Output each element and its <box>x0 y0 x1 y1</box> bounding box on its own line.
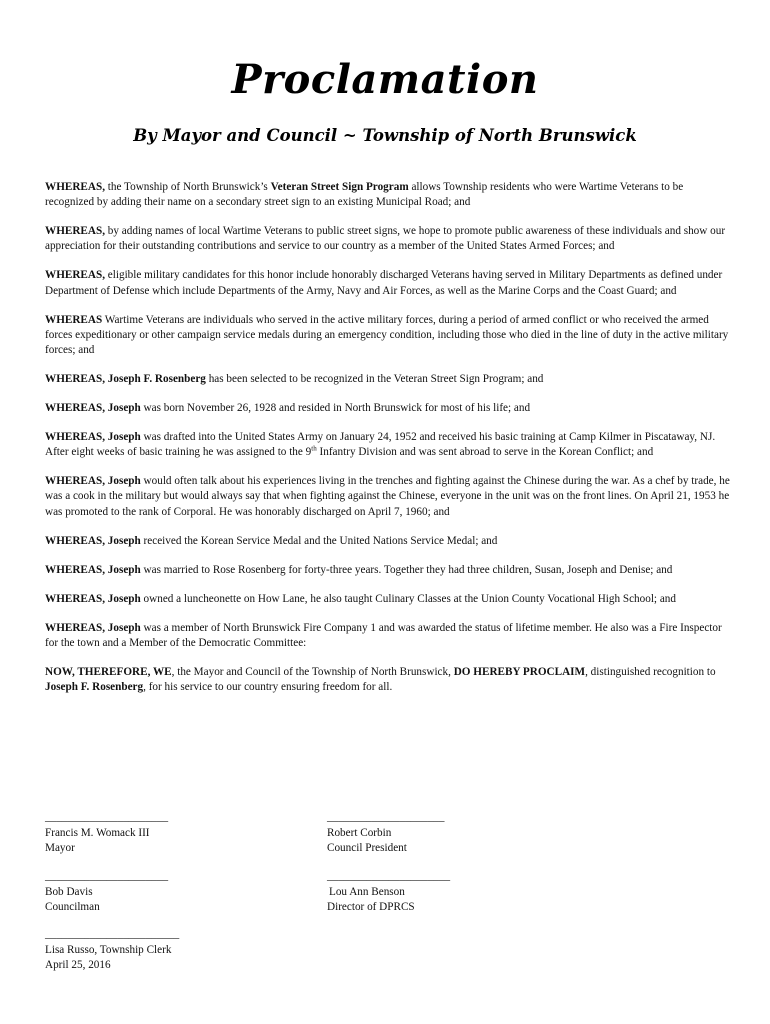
bold-text: WHEREAS, Joseph <box>45 621 141 634</box>
bold-text: Joseph F. Rosenberg <box>45 681 144 694</box>
signer-title: Director of DPRCS <box>327 901 415 913</box>
text-run: received the Korean Service Medal and the United Nations Service Medal; and <box>140 534 498 547</box>
text-run: owned a luncheonette on How Lane, he also taught Culinary Classes at the Union County Vocational High School; and <box>140 592 676 605</box>
bold-text: WHEREAS <box>45 313 103 326</box>
text-run: has been selected to be recognized in the Veteran Street Sign Program; and <box>205 373 544 386</box>
whereas-paragraph <box>45 430 730 460</box>
whereas-paragraph <box>45 534 730 549</box>
text-run: allows Township residents who were Wartime Veterans to be recognized by adding their name on a secondary street sign to an existing Municipal Road; and <box>45 181 684 209</box>
signature-block-councilman <box>45 869 168 916</box>
signer-title: Councilman <box>45 901 100 913</box>
bold-text: WHEREAS, Joseph <box>45 563 141 576</box>
bold-text: WHEREAS, Joseph <box>45 592 141 605</box>
signer-name: Lisa Russo, Township Clerk <box>45 943 172 956</box>
ordinal-suffix: th <box>311 444 317 453</box>
whereas-paragraph <box>45 224 730 254</box>
bold-text: Veteran Street Sign Program <box>270 181 409 193</box>
bold-text: DO HEREBY PROCLAIM <box>453 665 586 678</box>
text-run: by adding names of local Wartime Veterans to public street signs, we hope to promote public awareness of these individuals and show our appreciation for their outstanding contributions and service to our country as a member of the United States Armed Forces; and <box>45 225 726 253</box>
whereas-paragraph <box>45 621 730 651</box>
signer-title: Mayor <box>45 842 75 854</box>
signature-date: April 25, 2016 <box>45 959 111 971</box>
text-run: , distinguished recognition to <box>585 665 716 678</box>
whereas-paragraph <box>45 401 730 416</box>
text-run: the Township of North Brunswick’s <box>105 181 271 193</box>
signer-title: Council President <box>327 842 407 854</box>
bold-text: WHEREAS, <box>45 269 105 282</box>
signer-name: Lou Ann Benson <box>329 885 405 898</box>
document-title: Proclamation <box>231 56 539 103</box>
signature-line: ______________________ <box>45 811 169 823</box>
text-run: was a member of North Brunswick Fire Company 1 and was awarded the status of lifetime member. He also was a Fire Inspector for the town and a Member of the Democratic Committee: <box>45 621 722 649</box>
signer-name: Bob Davis <box>45 885 93 898</box>
text-run: was born November 26, 1928 and resided in North Brunswick for most of his life; and <box>140 402 531 415</box>
signer-name: Robert Corbin <box>327 826 392 839</box>
text-run: Wartime Veterans are individuals who served in the active military forces, during a period of armed conflict or who received the armed forces expeditionary or other campaign service medals during an emergency condition, including those who died in the line of duty in the active military forces; and <box>45 313 729 357</box>
text-run: eligible military candidates for this honor include honorably discharged Veterans having served in Military Departments as defined under Department of Defense which include Departments of the Army, Navy and Air Forces, as well as the Marine Corps and the Coast Guard; and <box>45 269 723 297</box>
signature-block-clerk <box>45 927 179 974</box>
signature-block-council-president <box>327 810 444 857</box>
whereas-paragraph <box>45 474 730 520</box>
signer-name: Francis M. Womack III <box>45 826 150 839</box>
whereas-paragraph <box>45 268 730 298</box>
bold-text: WHEREAS, Joseph <box>45 475 141 488</box>
signature-block-director <box>327 869 450 916</box>
text-run: , the Mayor and Council of the Township of North Brunswick, <box>171 665 454 678</box>
bold-text: WHEREAS, <box>45 181 105 193</box>
bold-text: WHEREAS, Joseph <box>45 534 141 547</box>
signature-block-mayor <box>45 810 168 857</box>
whereas-paragraph <box>45 665 730 695</box>
text-run: was drafted into the United States Army on January 24, 1952 and received his basic training at Camp Kilmer in Piscataway, NJ. After eight weeks of basic training he was assigned to the 9 <box>45 431 716 459</box>
signature-line: ________________________ <box>45 928 180 940</box>
text-run: Infantry Division and was sent abroad to serve in the Korean Conflict; and <box>316 446 654 459</box>
document-subtitle: By Mayor and Council ~ Township of North Brunswick <box>133 126 637 145</box>
signature-line: ______________________ <box>45 870 169 882</box>
whereas-paragraph <box>45 313 730 359</box>
whereas-paragraph <box>45 180 730 210</box>
bold-text: WHEREAS, <box>45 225 105 238</box>
signature-line: ______________________ <box>327 870 451 882</box>
bold-text: WHEREAS, Joseph <box>45 431 141 444</box>
text-run: would often talk about his experiences living in the trenches and fighting against the Chinese during the war. As a chef by trade, he was a cook in the military but would always say that when fighting against the Chinese, everyone in the unit was on the front lines. On April 21, 1953 he was promoted to the rank of Corporal. He was honorably discharged on April 7, 1960; and <box>45 475 730 518</box>
whereas-paragraph <box>45 372 730 387</box>
bold-text: NOW, THEREFORE, WE <box>45 665 172 678</box>
proclamation-body <box>45 180 730 709</box>
whereas-paragraph <box>45 563 730 578</box>
text-run: was married to Rose Rosenberg for forty-three years. Together they had three children, Susan, Joseph and Denise; and <box>140 563 673 576</box>
text-run: , for his service to our country ensuring freedom for all. <box>143 681 393 694</box>
whereas-paragraph <box>45 592 730 607</box>
bold-text: WHEREAS, Joseph F. Rosenberg <box>45 373 206 386</box>
signature-line: _____________________ <box>327 811 445 823</box>
bold-text: WHEREAS, Joseph <box>45 402 141 415</box>
